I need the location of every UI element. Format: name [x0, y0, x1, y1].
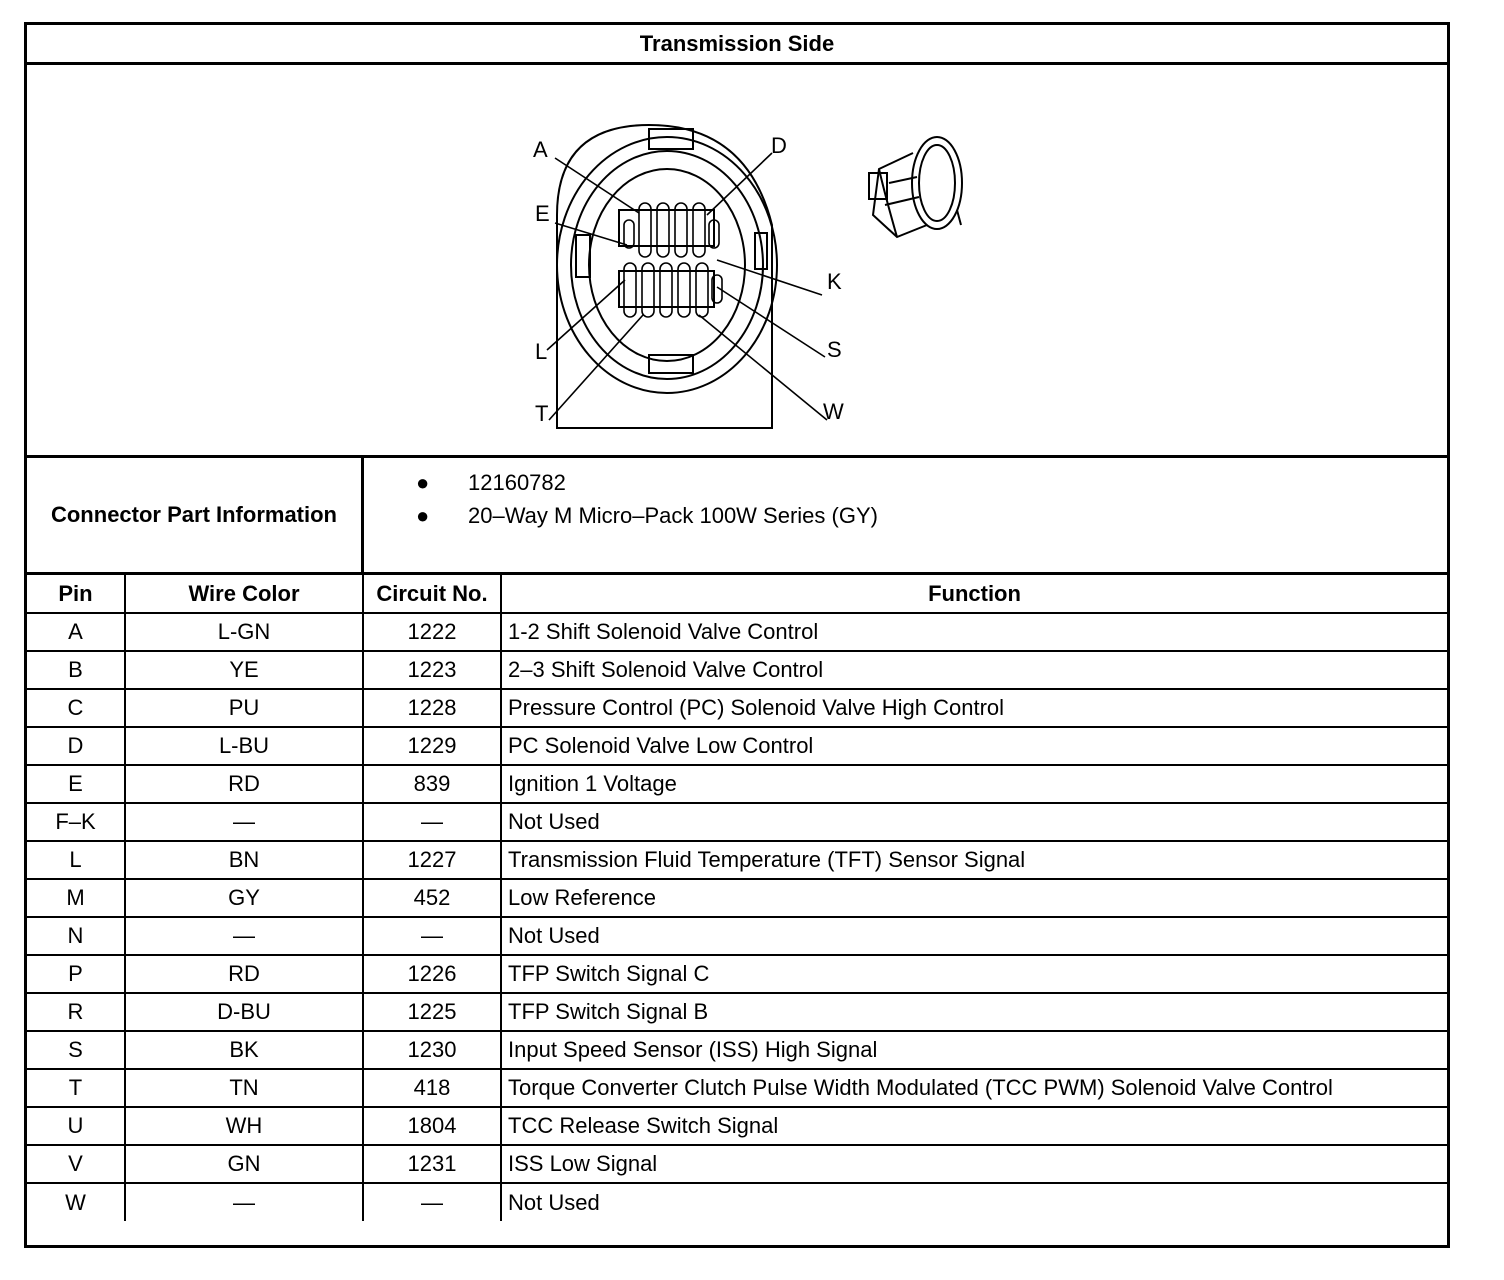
pin-cell: P: [27, 955, 125, 993]
connector-side-view-icon: [869, 137, 962, 237]
table-row: [27, 1031, 1447, 1069]
pin-label-e: E: [535, 201, 550, 226]
circuit-cell: 418: [363, 1069, 501, 1107]
function-cell: TCC Release Switch Signal: [501, 1107, 1447, 1145]
circuit-cell: 1226: [363, 955, 501, 993]
function-cell: ISS Low Signal: [501, 1145, 1447, 1183]
table-row: [27, 689, 1447, 727]
circuit-cell: 1228: [363, 689, 501, 727]
wire-color-cell: BK: [125, 1031, 363, 1069]
function-cell: Not Used: [501, 803, 1447, 841]
wire-color-cell: —: [125, 917, 363, 955]
table-row: [27, 955, 1447, 993]
pin-cell: U: [27, 1107, 125, 1145]
pin-cell: N: [27, 917, 125, 955]
table-row: [27, 1145, 1447, 1183]
pin-cell: L: [27, 841, 125, 879]
circuit-cell: 1230: [363, 1031, 501, 1069]
pin-label-s: S: [827, 337, 842, 362]
page-title: Transmission Side: [27, 25, 1447, 65]
pin-cell: C: [27, 689, 125, 727]
pin-cell: W: [27, 1183, 125, 1221]
pin-cell: F–K: [27, 803, 125, 841]
header-circuit-no: Circuit No.: [363, 575, 501, 613]
table-row: [27, 765, 1447, 803]
function-cell: 1-2 Shift Solenoid Valve Control: [501, 613, 1447, 651]
circuit-cell: —: [363, 1183, 501, 1221]
pin-label-k: K: [827, 269, 842, 294]
connector-end-view-table: [24, 22, 1450, 1248]
function-cell: Input Speed Sensor (ISS) High Signal: [501, 1031, 1447, 1069]
circuit-cell: 1225: [363, 993, 501, 1031]
table-row: [27, 613, 1447, 651]
wire-color-cell: BN: [125, 841, 363, 879]
table-row: [27, 803, 1447, 841]
table-header-row: [27, 575, 1447, 613]
wire-color-cell: D-BU: [125, 993, 363, 1031]
pin-table: [27, 575, 1447, 1221]
circuit-cell: 452: [363, 879, 501, 917]
circuit-cell: 1229: [363, 727, 501, 765]
function-cell: Low Reference: [501, 879, 1447, 917]
function-cell: 2–3 Shift Solenoid Valve Control: [501, 651, 1447, 689]
part-number: 12160782: [468, 470, 566, 495]
function-cell: Not Used: [501, 917, 1447, 955]
table-row: [27, 727, 1447, 765]
circuit-cell: 1223: [363, 651, 501, 689]
circuit-cell: —: [363, 917, 501, 955]
pin-cell: A: [27, 613, 125, 651]
wire-color-cell: L-GN: [125, 613, 363, 651]
pin-cell: R: [27, 993, 125, 1031]
wire-color-cell: YE: [125, 651, 363, 689]
function-cell: PC Solenoid Valve Low Control: [501, 727, 1447, 765]
circuit-cell: —: [363, 803, 501, 841]
table-row: [27, 841, 1447, 879]
function-cell: Pressure Control (PC) Solenoid Valve High Control: [501, 689, 1447, 727]
circuit-cell: 1222: [363, 613, 501, 651]
pin-cell: B: [27, 651, 125, 689]
pin-cell: E: [27, 765, 125, 803]
wire-color-cell: PU: [125, 689, 363, 727]
table-row: [27, 651, 1447, 689]
pin-label-w: W: [823, 399, 844, 424]
pin-cell: V: [27, 1145, 125, 1183]
wire-color-cell: GN: [125, 1145, 363, 1183]
function-cell: Not Used: [501, 1183, 1447, 1221]
wire-color-cell: TN: [125, 1069, 363, 1107]
circuit-cell: 839: [363, 765, 501, 803]
wire-color-cell: RD: [125, 955, 363, 993]
wire-color-cell: RD: [125, 765, 363, 803]
pin-cell: M: [27, 879, 125, 917]
wire-color-cell: WH: [125, 1107, 363, 1145]
circuit-cell: 1227: [363, 841, 501, 879]
function-cell: Transmission Fluid Temperature (TFT) Sensor Signal: [501, 841, 1447, 879]
table-row: [27, 1183, 1447, 1221]
wire-color-cell: —: [125, 1183, 363, 1221]
table-row: [27, 1107, 1447, 1145]
connector-info-label: Connector Part Information: [27, 458, 364, 572]
wire-color-cell: L-BU: [125, 727, 363, 765]
wire-color-cell: GY: [125, 879, 363, 917]
wire-color-cell: —: [125, 803, 363, 841]
pin-label-l: L: [535, 339, 548, 364]
table-row: [27, 1069, 1447, 1107]
connector-diagram: [27, 65, 1447, 458]
function-cell: TFP Switch Signal C: [501, 955, 1447, 993]
bullet-icon: ●: [416, 503, 430, 528]
table-row: [27, 993, 1447, 1031]
bullet-icon: ●: [416, 470, 430, 495]
pin-cell: S: [27, 1031, 125, 1069]
header-wire-color: Wire Color: [125, 575, 363, 613]
header-function: Function: [501, 575, 1447, 613]
connector-description: 20–Way M Micro–Pack 100W Series (GY): [468, 503, 878, 528]
pin-cell: T: [27, 1069, 125, 1107]
pin-label-a: A: [533, 137, 548, 162]
function-cell: Torque Converter Clutch Pulse Width Modulated (TCC PWM) Solenoid Valve Control: [501, 1069, 1447, 1107]
pin-cell: D: [27, 727, 125, 765]
function-cell: TFP Switch Signal B: [501, 993, 1447, 1031]
function-cell: Ignition 1 Voltage: [501, 765, 1447, 803]
pin-leader-lines: [547, 153, 827, 420]
connector-part-information: [27, 458, 1447, 575]
header-pin: Pin: [27, 575, 125, 613]
pin-label-d: D: [771, 133, 787, 158]
table-row: [27, 917, 1447, 955]
circuit-cell: 1231: [363, 1145, 501, 1183]
connector-face-icon: [557, 125, 777, 428]
pin-label-t: T: [535, 401, 549, 426]
circuit-cell: 1804: [363, 1107, 501, 1145]
table-row: [27, 879, 1447, 917]
